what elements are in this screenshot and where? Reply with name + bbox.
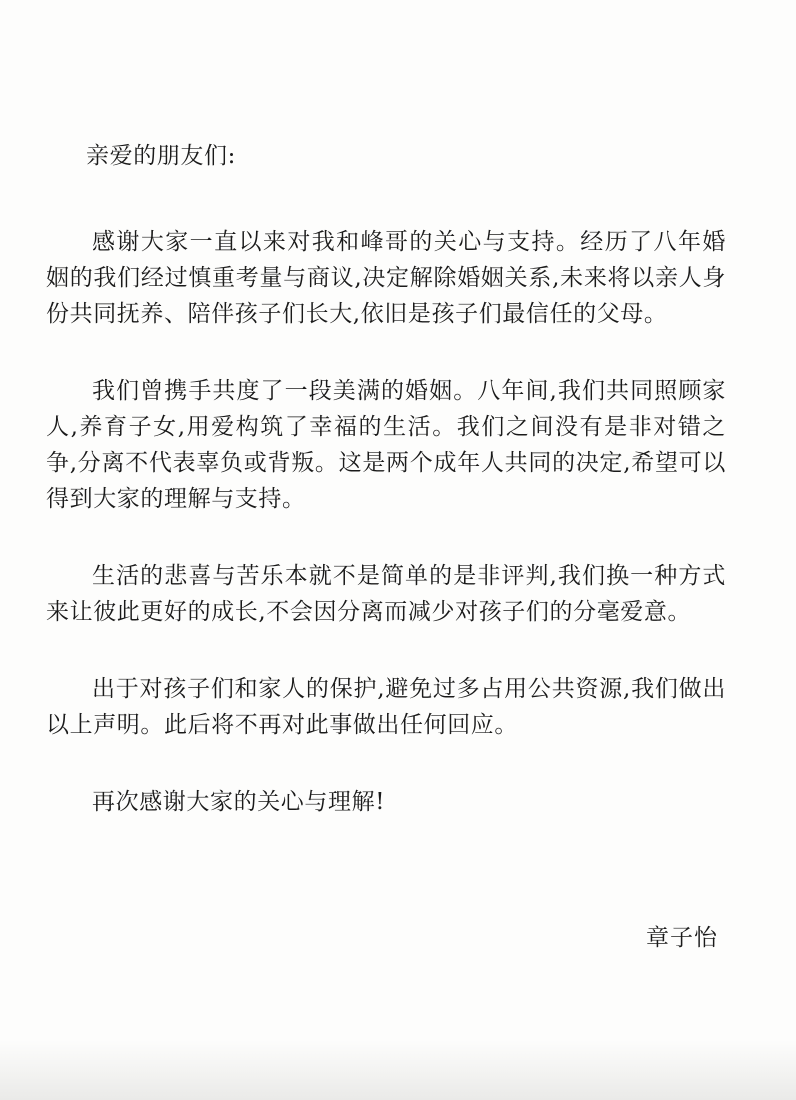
letter-paragraph-5: 再次感谢大家的关心与理解! (92, 789, 386, 815)
letter-paragraph-4: 出于对孩子们和家人的保护,避免过多占用公共资源,我们做出以上声明。此后将不再对此事做出任何回应。 (46, 676, 726, 738)
letter-paragraph-3: 生活的悲喜与苦乐本就不是简单的是非评判,我们换一种方式来让彼此更好的成长,不会因分离而减少对孩子们的分毫爱意。 (46, 563, 726, 625)
letter-paragraph-1: 感谢大家一直以来对我和峰哥的关心与支持。经历了八年婚姻的我们经过慎重考量与商议,决定解除婚姻关系,未来将以亲人身份共同抚养、陪伴孩子们长大,依旧是孩子们最信任的父母。 (46, 229, 726, 327)
letter-paragraph-2: 我们曾携手共度了一段美满的婚姻。八年间,我们共同照顾家人,养育子女,用爱构筑了幸福的生活。我们之间没有是非对错之争,分离不代表辜负或背叛。这是两个成年人共同的决定,希望可以得到大家的理解与支持。 (46, 378, 726, 512)
letter-greeting: 亲爱的朋友们: (86, 143, 236, 169)
letter-signature: 章子怡 (646, 925, 718, 951)
letter-body (46, 132, 726, 859)
